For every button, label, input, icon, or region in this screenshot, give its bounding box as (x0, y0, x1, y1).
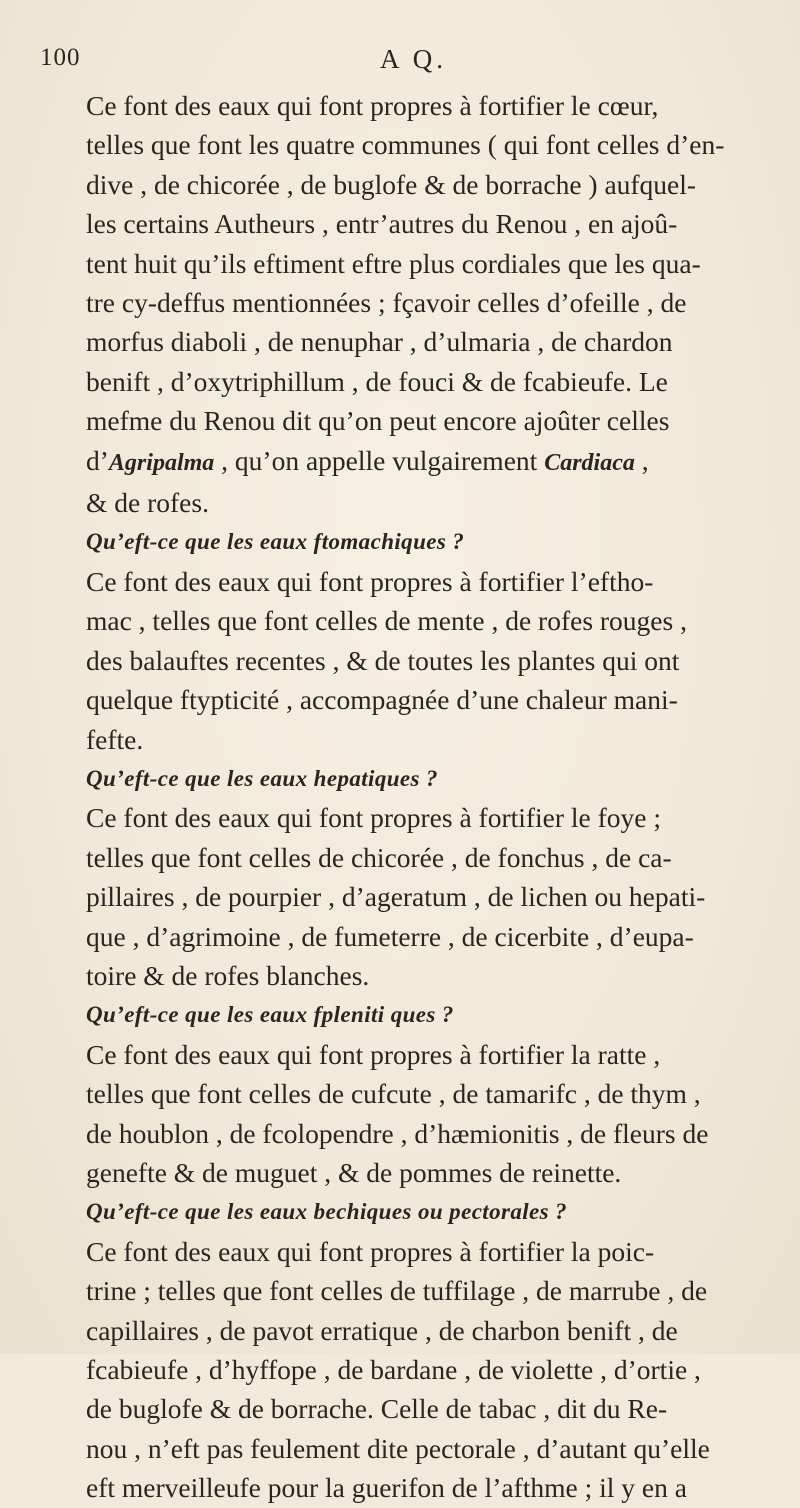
text-line: Ce font des eaux qui font propres à fortifier l’eftho- (86, 565, 654, 597)
question-heading-pectoral: Qu’eft-ce que les eaux bechiques ou pectorales ? (86, 1199, 568, 1225)
text-line: de houblon , de fcolopendre , d’hæmionitis , de fleurs de (86, 1117, 709, 1149)
text-line: nou , n’eft pas feulement dite pectorale , d’autant qu’elle (86, 1432, 710, 1464)
text-line: des balauftes recentes , & de toutes les plantes qui ont (86, 644, 680, 676)
text-line: trine ; telles que font celles de tuffilage , de marrube , de (86, 1275, 708, 1307)
text-line: pillaires , de pourpier , d’ageratum , de lichen ou hepati- (86, 881, 706, 913)
text-line: fefte. (86, 723, 144, 755)
text-line: benift , d’oxytriphillum , de fouci & de fcabieufe. Le (86, 365, 668, 397)
text-fragment: , qu’on appelle vulgairement (214, 444, 545, 476)
text-line: fcabieufe , d’hyffope , de bardane , de violette , d’ortie , (86, 1354, 701, 1385)
text-line: telles que font celles de cufcute , de tamarifc , de thym , (86, 1078, 701, 1110)
text-line: de buglofe & de borrache. Celle de tabac , dit du Re- (86, 1393, 668, 1425)
text-line: Ce font des eaux qui font propres à fortifier le foye ; (86, 802, 662, 834)
text-line: eft merveilleufe pour la guerifon de l’afthme ; il y en a (86, 1472, 687, 1504)
text-fragment: , (634, 444, 649, 476)
text-line: que , d’agrimoine , de fumeterre , de cicerbite , d’eupa- (86, 920, 694, 952)
text-line: morfus diaboli , de nenuphar , d’ulmaria , de chardon (86, 326, 673, 358)
question-heading-stomachic: Qu’eft-ce que les eaux ftomachiques ? (86, 529, 465, 555)
text-line: mefme du Renou dit qu’on peut encore ajoûter celles (86, 405, 670, 437)
text-line: & de rofes. (86, 487, 209, 519)
question-heading-hepatic: Qu’eft-ce que les eaux hepatiques ? (86, 765, 438, 791)
paragraph-splenetic-waters (40, 1035, 772, 1193)
page-number: 100 (40, 44, 81, 71)
text-line: toire & de rofes blanches. (86, 959, 370, 991)
text-line: Ce font des eaux qui font propres à fortifier la poic- (86, 1235, 655, 1267)
body-text (40, 86, 772, 1508)
text-line: tre cy-deffus mentionnées ; fçavoir celles d’ofeille , de (86, 287, 687, 319)
text-line: les certains Autheurs , entr’autres du Renou , en ajoû- (86, 208, 678, 240)
paragraph-hepatic-waters (40, 798, 772, 995)
text-line: quelque ftypticité , accompagnée d’une chaleur mani- (86, 684, 678, 716)
text-line: mac , telles que font celles de mente , de rofes rouges , (86, 605, 687, 637)
paragraph-stomachic-waters (40, 562, 772, 759)
paragraph-pectoral-waters (40, 1232, 772, 1508)
text-line: genefte & de muguet , & de pommes de reinette. (86, 1156, 622, 1188)
text-line: Ce font des eaux qui font propres à fortifier le cœur, (86, 90, 659, 121)
italic-term-agripalma: Agripalma (108, 449, 215, 476)
text-line: dive , de chicorée , de buglofe & de borrache ) aufquel- (86, 168, 697, 200)
running-head (40, 44, 772, 86)
question-heading-splenetic: Qu’eft-ce que les eaux fpleniti ques ? (86, 1002, 454, 1028)
text-line: Ce font des eaux qui font propres à fortifier la ratte , (86, 1038, 661, 1070)
text-line: tent huit qu’ils eftiment eftre plus cordiales que les qua- (86, 247, 701, 279)
text-line: telles que font les quatre communes ( qui font celles d’en- (86, 129, 725, 161)
text-line (40, 441, 772, 483)
text-line: telles que font celles de chicorée , de fonchus , de ca- (86, 841, 672, 873)
paragraph-cordial-waters (40, 86, 772, 522)
text-line: capillaires , de pavot erratique , de charbon benift , de (86, 1314, 678, 1346)
italic-term-cardiaca: Cardiaca (544, 449, 635, 476)
text-fragment: d’ (86, 444, 109, 476)
running-title: A Q. (380, 44, 448, 74)
